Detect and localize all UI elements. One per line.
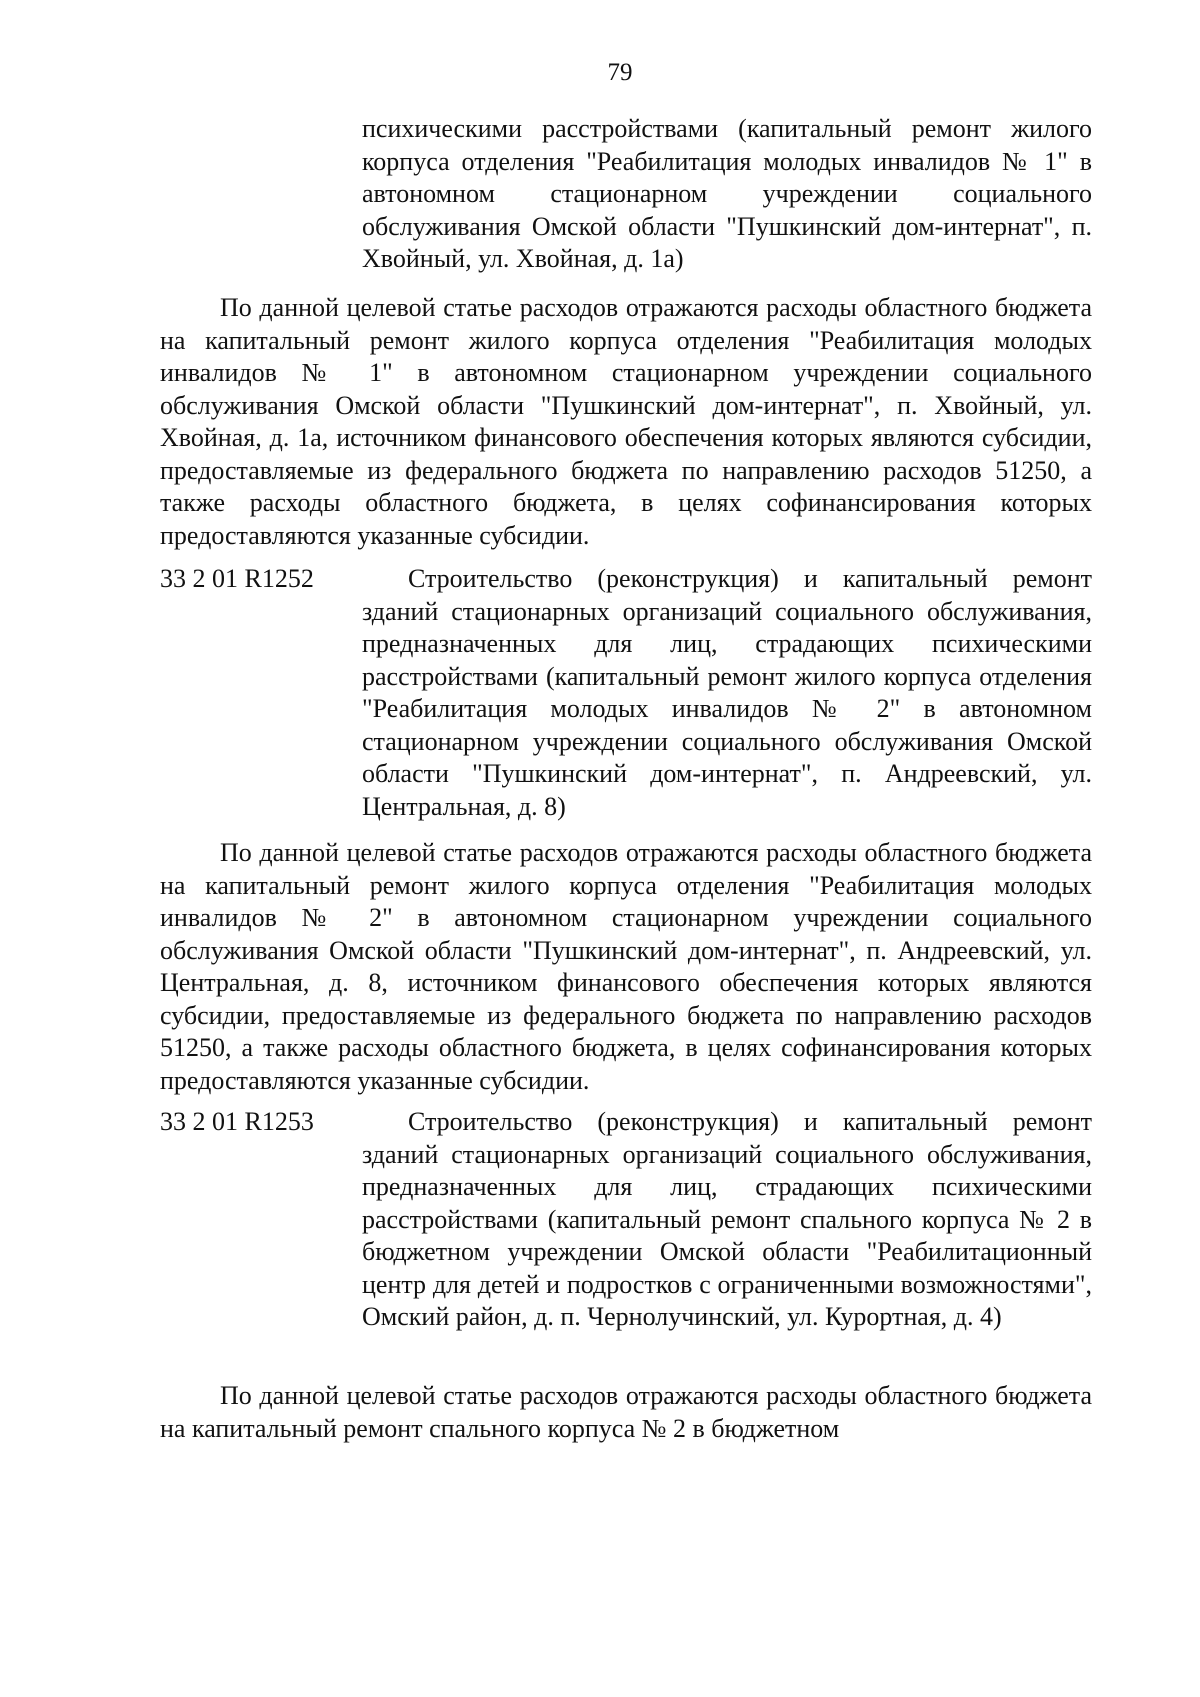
- paragraph-3: По данной целевой статье расходов отражаются расходы областного бюджета на капитальный ремонт спального корпуса № 2 в бюджетном: [160, 1381, 1092, 1443]
- entry-3-code: 33 2 01 R1253: [160, 1107, 314, 1136]
- paragraph-2: По данной целевой статье расходов отражаются расходы областного бюджета на капитальный ремонт жилого корпуса отделения "Реабилитация молодых инвалидов № 2" в автономном стационарном учреждении социального обслуживания Омской области "Пушкинский дом-интернат", п. Андреевский, ул. Центральная, д. 8, источником финансового обеспечения которых являются субсидии, предоставляемые из федерального бюджета по направлению расходов 51250, а также расходы областного бюджета, в целях софинансирования которых предоставляются указанные субсидии.: [160, 838, 1092, 1095]
- entry-2-code: 33 2 01 R1252: [160, 564, 314, 593]
- paragraph-1: По данной целевой статье расходов отражаются расходы областного бюджета на капитальный ремонт жилого корпуса отделения "Реабилитация молодых инвалидов № 1" в автономном стационарном учреждении социального обслуживания Омской области "Пушкинский дом-интернат", п. Хвойный, ул. Хвойная, д. 1а, источником финансового обеспечения которых являются субсидии, предоставляемые из федерального бюджета по направлению расходов 51250, а также расходы областного бюджета, в целях софинансирования которых предоставляются указанные субсидии.: [160, 293, 1092, 550]
- entry-3-description: Строительство (реконструкция) и капитальный ремонт зданий стационарных организаций социального обслуживания, предназначенных для лиц, страдающих психическими расстройствами (капитальный ремонт спального корпуса № 2 в бюджетном учреждении Омской области "Реабилитационный центр для детей и подростков с ограниченными возможностями", Омский район, д. п. Чернолучинский, ул. Курортная, д. 4): [362, 1107, 1092, 1331]
- continued-description: психическими расстройствами (капитальный ремонт жилого корпуса отделения "Реабилитация молодых инвалидов № 1" в автономном стационарном учреждении социального обслуживания Омской области "Пушкинский дом-интернат", п. Хвойный, ул. Хвойная, д. 1а): [362, 114, 1092, 273]
- page-number: 79: [607, 59, 633, 86]
- entry-2-description: Строительство (реконструкция) и капитальный ремонт зданий стационарных организаций социального обслуживания, предназначенных для лиц, страдающих психическими расстройствами (капитальный ремонт жилого корпуса отделения "Реабилитация молодых инвалидов № 2" в автономном стационарном учреждении социального обслуживания Омской области "Пушкинский дом-интернат", п. Андреевский, ул. Центральная, д. 8): [362, 564, 1092, 821]
